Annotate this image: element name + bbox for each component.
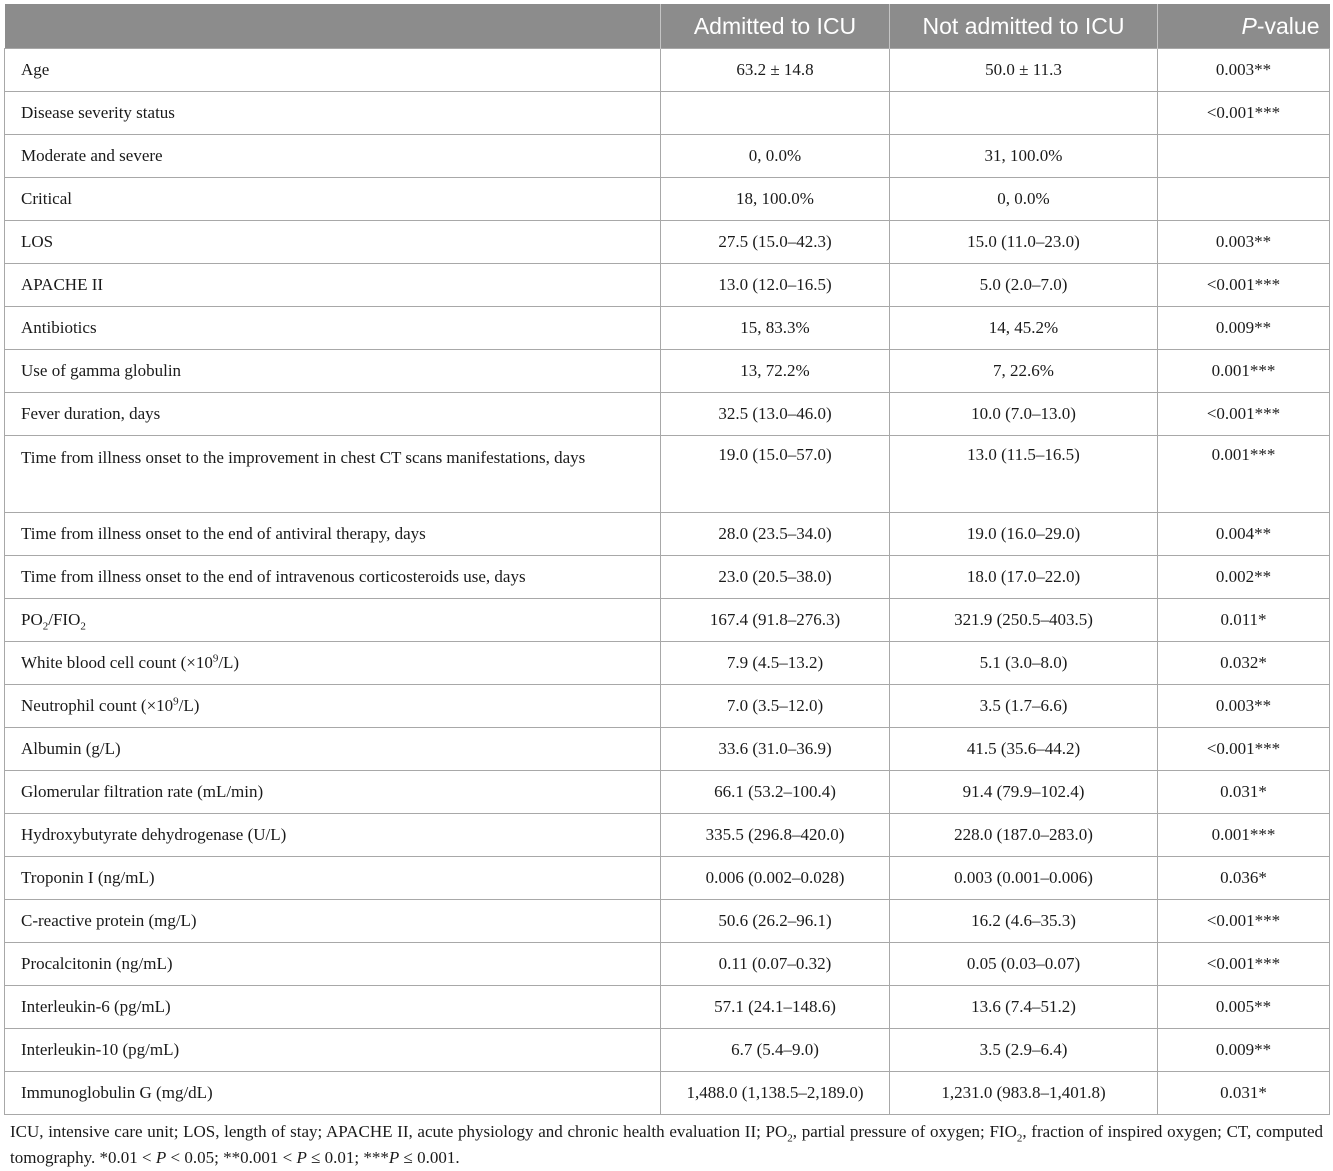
row-label: APACHE II (5, 264, 661, 307)
header-admitted: Admitted to ICU (661, 4, 890, 49)
row-label: Albumin (g/L) (5, 728, 661, 771)
table-row (5, 1072, 1330, 1115)
admitted-value: 13, 72.2% (661, 350, 890, 393)
not-admitted-value: 5.0 (2.0–7.0) (890, 264, 1158, 307)
admitted-value: 28.0 (23.5–34.0) (661, 513, 890, 556)
p-value: 0.011* (1158, 599, 1330, 642)
p-value: 0.036* (1158, 857, 1330, 900)
table-row (5, 178, 1330, 221)
not-admitted-value: 15.0 (11.0–23.0) (890, 221, 1158, 264)
table-header-row (5, 4, 1330, 49)
table-footnote: ICU, intensive care unit; LOS, length of stay; APACHE II, acute physiology and chronic health evaluation II; $PO_2$, partial pressure of oxygen; $FIO_2$, fraction of inspired oxygen; CT, computed tomography. *0.01 < P < 0.05; **0.001 < P ≤ 0.01; ***P ≤ 0.001. (10, 1122, 1324, 1167)
p-value: 0.003** (1158, 49, 1330, 92)
row-label: Time from illness onset to the improvement in chest CT scans manifestations, days (5, 436, 661, 513)
admitted-value: 32.5 (13.0–46.0) (661, 393, 890, 436)
table-row (5, 221, 1330, 264)
row-label: $PO_2/FIO_2$ (5, 599, 661, 642)
row-label: LOS (5, 221, 661, 264)
admitted-value: 7.0 (3.5–12.0) (661, 685, 890, 728)
admitted-value: 13.0 (12.0–16.5) (661, 264, 890, 307)
not-admitted-value: 31, 100.0% (890, 135, 1158, 178)
header-not-admitted: Not admitted to ICU (890, 4, 1158, 49)
admitted-value: 167.4 (91.8–276.3) (661, 599, 890, 642)
row-label: C-reactive protein (mg/L) (5, 900, 661, 943)
table-container (4, 4, 1329, 1171)
table-row (5, 92, 1330, 135)
row-label: Time from illness onset to the end of antiviral therapy, days (5, 513, 661, 556)
table-row (5, 135, 1330, 178)
not-admitted-value: 0, 0.0% (890, 178, 1158, 221)
table-row (5, 264, 1330, 307)
not-admitted-value: 228.0 (187.0–283.0) (890, 814, 1158, 857)
row-label: Procalcitonin (ng/mL) (5, 943, 661, 986)
table-row (5, 685, 1330, 728)
row-label: White blood cell count $(\times 10^9/L)$ (5, 642, 661, 685)
row-label: Troponin I (ng/mL) (5, 857, 661, 900)
p-value: 0.004** (1158, 513, 1330, 556)
row-label: Glomerular filtration rate (mL/min) (5, 771, 661, 814)
admitted-value: 66.1 (53.2–100.4) (661, 771, 890, 814)
table-row (5, 943, 1330, 986)
admitted-value: 6.7 (5.4–9.0) (661, 1029, 890, 1072)
p-value (1158, 178, 1330, 221)
p-value: 0.003** (1158, 221, 1330, 264)
p-value (1158, 135, 1330, 178)
table-row (5, 350, 1330, 393)
table-row (5, 599, 1330, 642)
not-admitted-value: 7, 22.6% (890, 350, 1158, 393)
admitted-value: 0.11 (0.07–0.32) (661, 943, 890, 986)
table-row (5, 814, 1330, 857)
not-admitted-value: 1,231.0 (983.8–1,401.8) (890, 1072, 1158, 1115)
p-value: 0.003** (1158, 685, 1330, 728)
table-row (5, 857, 1330, 900)
table-row (5, 642, 1330, 685)
p-value: 0.001*** (1158, 350, 1330, 393)
table-row (5, 556, 1330, 599)
not-admitted-value: 3.5 (1.7–6.6) (890, 685, 1158, 728)
row-label: Time from illness onset to the end of intravenous corticosteroids use, days (5, 556, 661, 599)
p-value: 0.001*** (1158, 436, 1330, 513)
table-row (5, 771, 1330, 814)
table-row (5, 728, 1330, 771)
p-value: 0.009** (1158, 1029, 1330, 1072)
not-admitted-value: 321.9 (250.5–403.5) (890, 599, 1158, 642)
row-label: Use of gamma globulin (5, 350, 661, 393)
table-row (5, 986, 1330, 1029)
table-row (5, 307, 1330, 350)
p-value: <0.001*** (1158, 92, 1330, 135)
table-row (5, 513, 1330, 556)
p-value: 0.009** (1158, 307, 1330, 350)
table-row (5, 49, 1330, 92)
not-admitted-value: 10.0 (7.0–13.0) (890, 393, 1158, 436)
admitted-value: 23.0 (20.5–38.0) (661, 556, 890, 599)
admitted-value (661, 92, 890, 135)
not-admitted-value: 5.1 (3.0–8.0) (890, 642, 1158, 685)
header-p-value: P-value (1158, 4, 1330, 49)
admitted-value: 50.6 (26.2–96.1) (661, 900, 890, 943)
admitted-value: 0.006 (0.002–0.028) (661, 857, 890, 900)
p-value: 0.031* (1158, 771, 1330, 814)
row-label: Disease severity status (5, 92, 661, 135)
p-value: <0.001*** (1158, 264, 1330, 307)
not-admitted-value: 91.4 (79.9–102.4) (890, 771, 1158, 814)
admitted-value: 18, 100.0% (661, 178, 890, 221)
not-admitted-value: 3.5 (2.9–6.4) (890, 1029, 1158, 1072)
row-label: Hydroxybutyrate dehydrogenase (U/L) (5, 814, 661, 857)
not-admitted-value: 14, 45.2% (890, 307, 1158, 350)
not-admitted-value: 18.0 (17.0–22.0) (890, 556, 1158, 599)
admitted-value: 19.0 (15.0–57.0) (661, 436, 890, 513)
row-label: Interleukin-6 (pg/mL) (5, 986, 661, 1029)
row-label: Moderate and severe (5, 135, 661, 178)
row-label: Age (5, 49, 661, 92)
not-admitted-value: 13.6 (7.4–51.2) (890, 986, 1158, 1029)
p-value: 0.001*** (1158, 814, 1330, 857)
admitted-value: 7.9 (4.5–13.2) (661, 642, 890, 685)
row-label: Critical (5, 178, 661, 221)
p-value: 0.032* (1158, 642, 1330, 685)
admitted-value: 33.6 (31.0–36.9) (661, 728, 890, 771)
not-admitted-value (890, 92, 1158, 135)
not-admitted-value: 19.0 (16.0–29.0) (890, 513, 1158, 556)
admitted-value: 63.2 ± 14.8 (661, 49, 890, 92)
row-label: Neutrophil count $(\times 10^9/L)$ (5, 685, 661, 728)
not-admitted-value: 13.0 (11.5–16.5) (890, 436, 1158, 513)
admitted-value: 57.1 (24.1–148.6) (661, 986, 890, 1029)
not-admitted-value: 0.003 (0.001–0.006) (890, 857, 1158, 900)
table-row (5, 393, 1330, 436)
p-value: 0.005** (1158, 986, 1330, 1029)
p-value: <0.001*** (1158, 900, 1330, 943)
not-admitted-value: 0.05 (0.03–0.07) (890, 943, 1158, 986)
admitted-value: 335.5 (296.8–420.0) (661, 814, 890, 857)
table-row (5, 436, 1330, 513)
admitted-value: 15, 83.3% (661, 307, 890, 350)
results-table (4, 4, 1330, 1115)
not-admitted-value: 50.0 ± 11.3 (890, 49, 1158, 92)
p-value: <0.001*** (1158, 728, 1330, 771)
p-value: <0.001*** (1158, 393, 1330, 436)
table-row (5, 1029, 1330, 1072)
admitted-value: 27.5 (15.0–42.3) (661, 221, 890, 264)
p-value: <0.001*** (1158, 943, 1330, 986)
row-label: Immunoglobulin G (mg/dL) (5, 1072, 661, 1115)
p-value: 0.031* (1158, 1072, 1330, 1115)
row-label: Antibiotics (5, 307, 661, 350)
header-variable (5, 4, 661, 49)
row-label: Interleukin-10 (pg/mL) (5, 1029, 661, 1072)
admitted-value: 1,488.0 (1,138.5–2,189.0) (661, 1072, 890, 1115)
row-label: Fever duration, days (5, 393, 661, 436)
table-row (5, 900, 1330, 943)
p-value: 0.002** (1158, 556, 1330, 599)
not-admitted-value: 41.5 (35.6–44.2) (890, 728, 1158, 771)
admitted-value: 0, 0.0% (661, 135, 890, 178)
not-admitted-value: 16.2 (4.6–35.3) (890, 900, 1158, 943)
